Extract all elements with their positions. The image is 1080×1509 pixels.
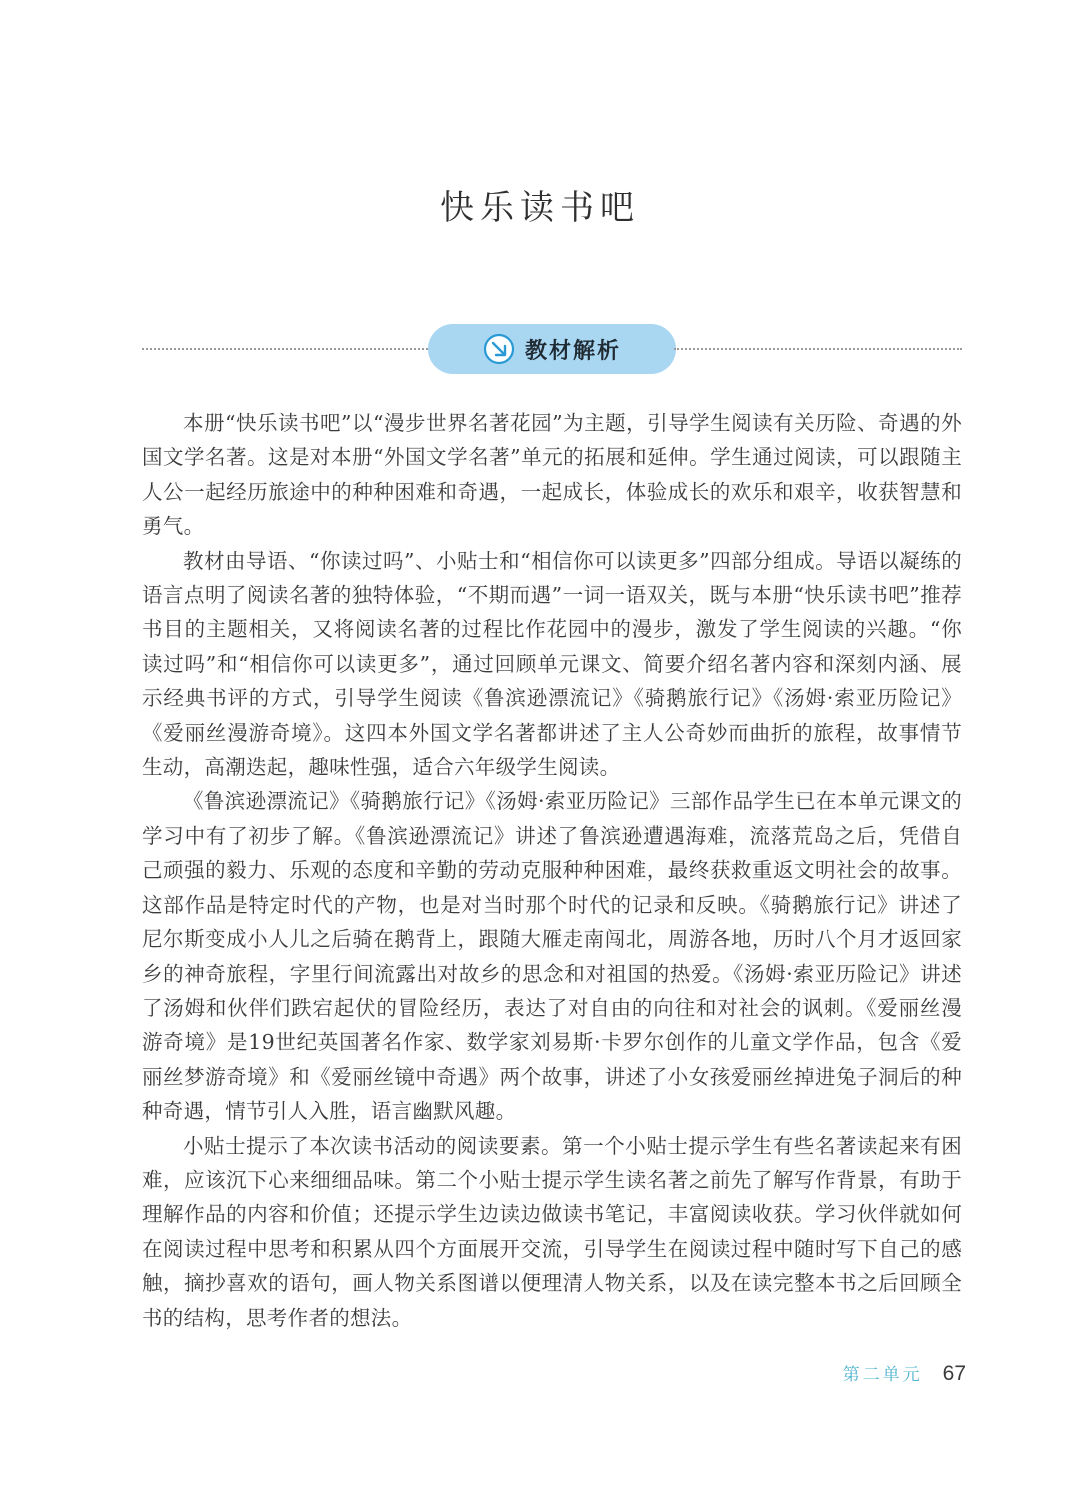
section-heading-badge — [428, 324, 676, 374]
unit-label: 第二单元 — [842, 1365, 923, 1385]
section-header — [142, 322, 962, 376]
arrow-down-right-circle-icon — [483, 333, 515, 365]
page-number: 67 — [942, 1362, 966, 1385]
section-heading-label: 教材解析 — [524, 338, 621, 364]
body-text — [142, 406, 962, 1335]
dotted-divider-left — [142, 348, 432, 350]
page-footer — [843, 1360, 966, 1386]
paragraph: 教材由导语、“你读过吗”、小贴士和“相信你可以读更多”四部分组成。导语以凝练的语言点明了阅读名著的独特体验，“不期而遇”一词一语双关，既与本册“快乐读书吧”推荐书目的主题相关，又将阅读名著的过程比作花园中的漫步，激发了学生阅读的兴趣。“你读过吗”和“相信你可以读更多”，通过回顾单元课文、简要介绍名著内容和深刻内涵、展示经典书评的方式，引导学生阅读《鲁滨逊漂流记》《骑鹅旅行记》《汤姆·索亚历险记》《爱丽丝漫游奇境》。这四本外国文学名著都讲述了主人公奇妙而曲折的旅程，故事情节生动，高潮迭起，趣味性强，适合六年级学生阅读。 — [142, 548, 962, 780]
paragraph: 本册“快乐读书吧”以“漫步世界名著花园”为主题，引导学生阅读有关历险、奇遇的外国文学名著。这是对本册“外国文学名著”单元的拓展和延伸。学生通过阅读，可以跟随主人公一起经历旅途中的种种困难和奇遇，一起成长，体验成长的欢乐和艰辛，收获智慧和勇气。 — [142, 411, 962, 539]
dotted-divider-right — [674, 348, 962, 350]
paragraph: 小贴士提示了本次读书活动的阅读要素。第一个小贴士提示学生有些名著读起来有困难，应该沉下心来细细品味。第二个小贴士提示学生读名著之前先了解写作背景，有助于理解作品的内容和价值；还提示学生边读边做读书笔记，丰富阅读收获。学习伙伴就如何在阅读过程中思考和积累从四个方面展开交流，引导学生在阅读过程中随时写下自己的感触，摘抄喜欢的语句，画人物关系图谱以便理清人物关系，以及在读完整本书之后回顾全书的结构，思考作者的想法。 — [142, 1133, 962, 1330]
page-title: 快乐读书吧 — [440, 188, 640, 228]
paragraph: 《鲁滨逊漂流记》《骑鹅旅行记》《汤姆·索亚历险记》三部作品学生已在本单元课文的学习中有了初步了解。《鲁滨逊漂流记》讲述了鲁滨逊遭遇海难，流落荒岛之后，凭借自己顽强的毅力、乐观的态度和辛勤的劳动克服种种困难，最终获救重返文明社会的故事。这部作品是特定时代的产物，也是对当时那个时代的记录和反映。《骑鹅旅行记》讲述了尼尔斯变成小人儿之后骑在鹅背上，跟随大雁走南闯北，周游各地，历时八个月才返回家乡的神奇旅程，字里行间流露出对故乡的思念和对祖国的热爱。《汤姆·索亚历险记》讲述了汤姆和伙伴们跌宕起伏的冒险经历，表达了对自由的向往和对社会的讽刺。《爱丽丝漫游奇境》是19世纪英国著名作家、数学家刘易斯·卡罗尔创作的儿童文学作品，包含《爱丽丝梦游奇境》和《爱丽丝镜中奇遇》两个故事，讲述了小女孩爱丽丝掉进兔子洞后的种种奇遇，情节引人入胜，语言幽默风趣。 — [142, 789, 962, 1124]
